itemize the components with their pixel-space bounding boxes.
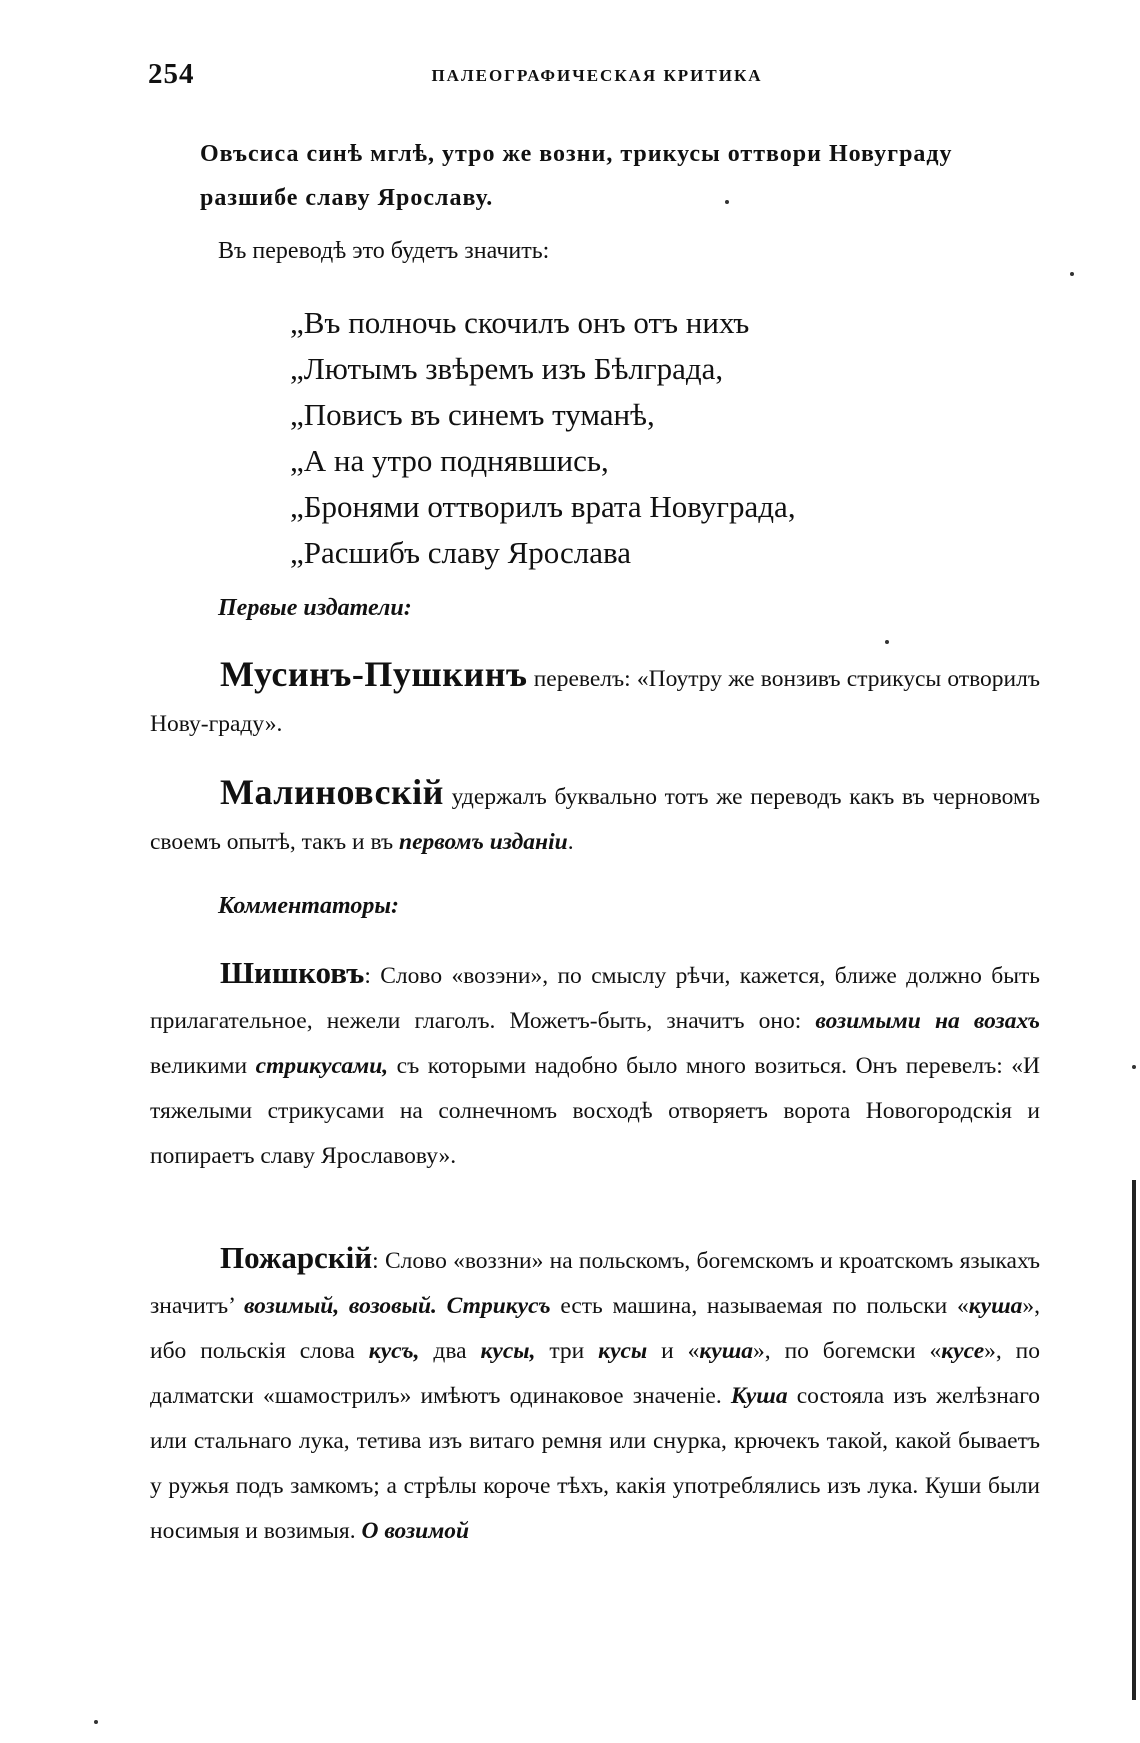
paragraph-text: : Слово «воззни» на польскомъ, богемскомъ и кроатскомъ языкахъ значитъ’ bbox=[150, 1248, 1040, 1319]
paragraph-text: два bbox=[433, 1338, 467, 1364]
old-slavonic-line: разшибе славу Ярославу. bbox=[200, 185, 494, 211]
italic-phrase: кусе bbox=[941, 1338, 985, 1364]
scan-speck bbox=[725, 200, 729, 204]
italic-phrase: О возимой bbox=[361, 1518, 470, 1544]
author-name: Шишковъ bbox=[220, 955, 365, 990]
italic-phrase: кусы, bbox=[480, 1338, 536, 1364]
author-name: Малиновскій bbox=[220, 772, 444, 812]
italic-phrase: стрикусами, bbox=[255, 1053, 389, 1079]
verse-line: „Расшибъ славу Ярослава bbox=[290, 535, 631, 570]
verse-line: „Лютымъ звѣремъ изъ Бѣлграда, bbox=[290, 351, 724, 386]
paragraph-text: : Слово «возэни», по смыслу рѣчи, кажется, ближе должно быть прилагательное, нежели глаголъ. Можетъ-быть, значитъ оно: bbox=[150, 963, 1040, 1034]
paragraph-shishkov bbox=[150, 950, 1040, 1179]
italic-phrase: кусъ, bbox=[368, 1338, 420, 1364]
italic-phrase: первомъ изданіи bbox=[399, 829, 568, 855]
scan-speck bbox=[1070, 272, 1074, 276]
paragraph-text: перевелъ: «Поутру же вонзивъ стрикусы отворилъ Нову-граду». bbox=[150, 666, 1040, 737]
verse-line: „Повисъ въ синемъ туманѣ, bbox=[290, 397, 655, 432]
paragraph-text: есть машина, называемая по польски « bbox=[560, 1293, 969, 1319]
author-name: Мусинъ-Пушкинъ bbox=[220, 654, 528, 694]
italic-phrase: возимыми на возахъ bbox=[815, 1008, 1040, 1034]
italic-phrase: Куша bbox=[730, 1383, 788, 1409]
scan-edge-line bbox=[1132, 1180, 1136, 1700]
scan-speck bbox=[1132, 1065, 1136, 1069]
scan-speck bbox=[94, 1720, 98, 1724]
verse-line: „Въ полночь скочилъ онъ отъ нихъ bbox=[290, 305, 750, 340]
italic-phrase: возимый, возовый. bbox=[243, 1293, 437, 1319]
paragraph-text: », по далматски «шамострилъ» имѣютъ одинаковое значеніе. bbox=[150, 1338, 1040, 1409]
paragraph-text: съ которыми надобно было много возиться. Онъ перевелъ: «И тяжелыми стрикусами на солнечномъ восходѣ отворяетъ ворота Новогородскія и попираетъ славу Ярославову». bbox=[150, 1053, 1040, 1169]
paragraph-text: состояла изъ желѣзнаго или стальнаго лука, тетива изъ витаго ремня или снурка, крючекъ такой, какой бываетъ у ружья подъ замкомъ; а стрѣлы короче тѣхъ, какія употреблялись изъ лука. Куши были носимыя и возимыя. bbox=[150, 1383, 1041, 1544]
paragraph-text: удержалъ буквально тотъ же переводъ какъ въ черновомъ своемъ опытѣ, такъ и въ bbox=[150, 784, 1041, 855]
verse-line: „Бронями оттворилъ врата Новуграда, bbox=[290, 489, 796, 524]
section-heading-commentators: Комментаторы: bbox=[218, 893, 399, 919]
running-title: ПАЛЕОГРАФИЧЕСКАЯ КРИТИКА bbox=[431, 66, 763, 85]
section-heading-publishers: Первые издатели: bbox=[218, 595, 412, 621]
paragraph-pozharsky bbox=[150, 1235, 1040, 1554]
paragraph-text: три bbox=[549, 1338, 585, 1364]
paragraph-text: . bbox=[567, 829, 574, 855]
italic-phrase: Стрикусъ bbox=[446, 1293, 551, 1319]
paragraph-musin-pushkin bbox=[150, 652, 1040, 747]
italic-phrase: кусы bbox=[598, 1338, 648, 1364]
paragraph-text: », по богемски « bbox=[753, 1338, 942, 1364]
paragraph-text: великими bbox=[150, 1053, 248, 1079]
verse-translation bbox=[290, 300, 796, 576]
scan-speck bbox=[885, 640, 889, 644]
italic-phrase: куша bbox=[699, 1338, 754, 1364]
paragraph-text: и « bbox=[661, 1338, 700, 1364]
page-number: 254 bbox=[148, 58, 195, 90]
paragraph-text: », ибо польскія слова bbox=[150, 1293, 1041, 1364]
italic-phrase: куша bbox=[968, 1293, 1023, 1319]
translation-intro: Въ переводѣ это будетъ значить: bbox=[218, 238, 550, 264]
old-slavonic-line: Овъсиса синѣ мглѣ, утро же возни, трикусы оттвори Новуграду bbox=[200, 141, 953, 167]
paragraph-malinovsky bbox=[150, 770, 1040, 865]
author-name: Пожарскій bbox=[220, 1240, 373, 1275]
old-slavonic-quote bbox=[200, 132, 1066, 220]
verse-line: „А на утро поднявшись, bbox=[290, 443, 609, 478]
page-header bbox=[148, 58, 1046, 98]
